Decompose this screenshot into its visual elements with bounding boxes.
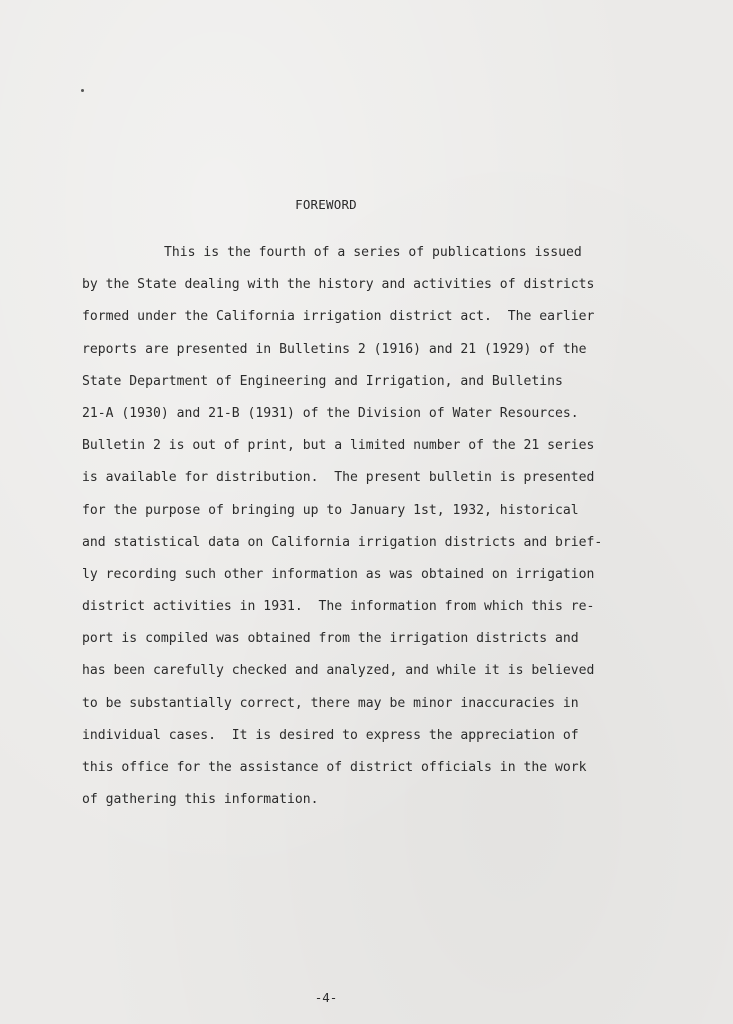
text-line: 21-A (1930) and 21-B (1931) of the Division of Water Resources.: [82, 405, 579, 421]
text-line: port is compiled was obtained from the irrigation districts and: [82, 631, 579, 647]
text-line: this office for the assistance of district officials in the work: [82, 760, 587, 775]
paper-speck: [81, 89, 84, 92]
page-title: FOREWORD: [295, 197, 357, 212]
text-line: has been carefully checked and analyzed, and while it is believed: [82, 663, 595, 679]
text-line: reports are presented in Bulletins 2 (1916) and 21 (1929) of the: [82, 341, 587, 357]
text-line: district activities in 1931. The information from which this re-: [82, 599, 595, 615]
text-line: to be substantially correct, there may be minor inaccuracies in: [82, 695, 579, 711]
text-line: formed under the California irrigation district act. The earlier: [82, 309, 595, 325]
text-line: Bulletin 2 is out of print, but a limited number of the 21 series: [82, 438, 595, 454]
text-line: for the purpose of bringing up to January 1st, 1932, historical: [82, 502, 579, 518]
foreword-body: [82, 241, 642, 820]
text-line: by the State dealing with the history and activities of districts: [82, 277, 595, 293]
text-line: State Department of Engineering and Irrigation, and Bulletins: [82, 373, 563, 389]
text-line: ly recording such other information as was obtained on irrigation: [82, 566, 595, 582]
text-line: of gathering this information.: [82, 792, 319, 808]
text-line: is available for distribution. The present bulletin is presented: [82, 470, 595, 486]
page-number: -4-: [314, 990, 338, 1005]
text-line: individual cases. It is desired to express the appreciation of: [82, 727, 579, 743]
text-line: This is the fourth of a series of publications issued: [164, 245, 582, 260]
text-line: and statistical data on California irrigation districts and brief-: [82, 534, 603, 550]
